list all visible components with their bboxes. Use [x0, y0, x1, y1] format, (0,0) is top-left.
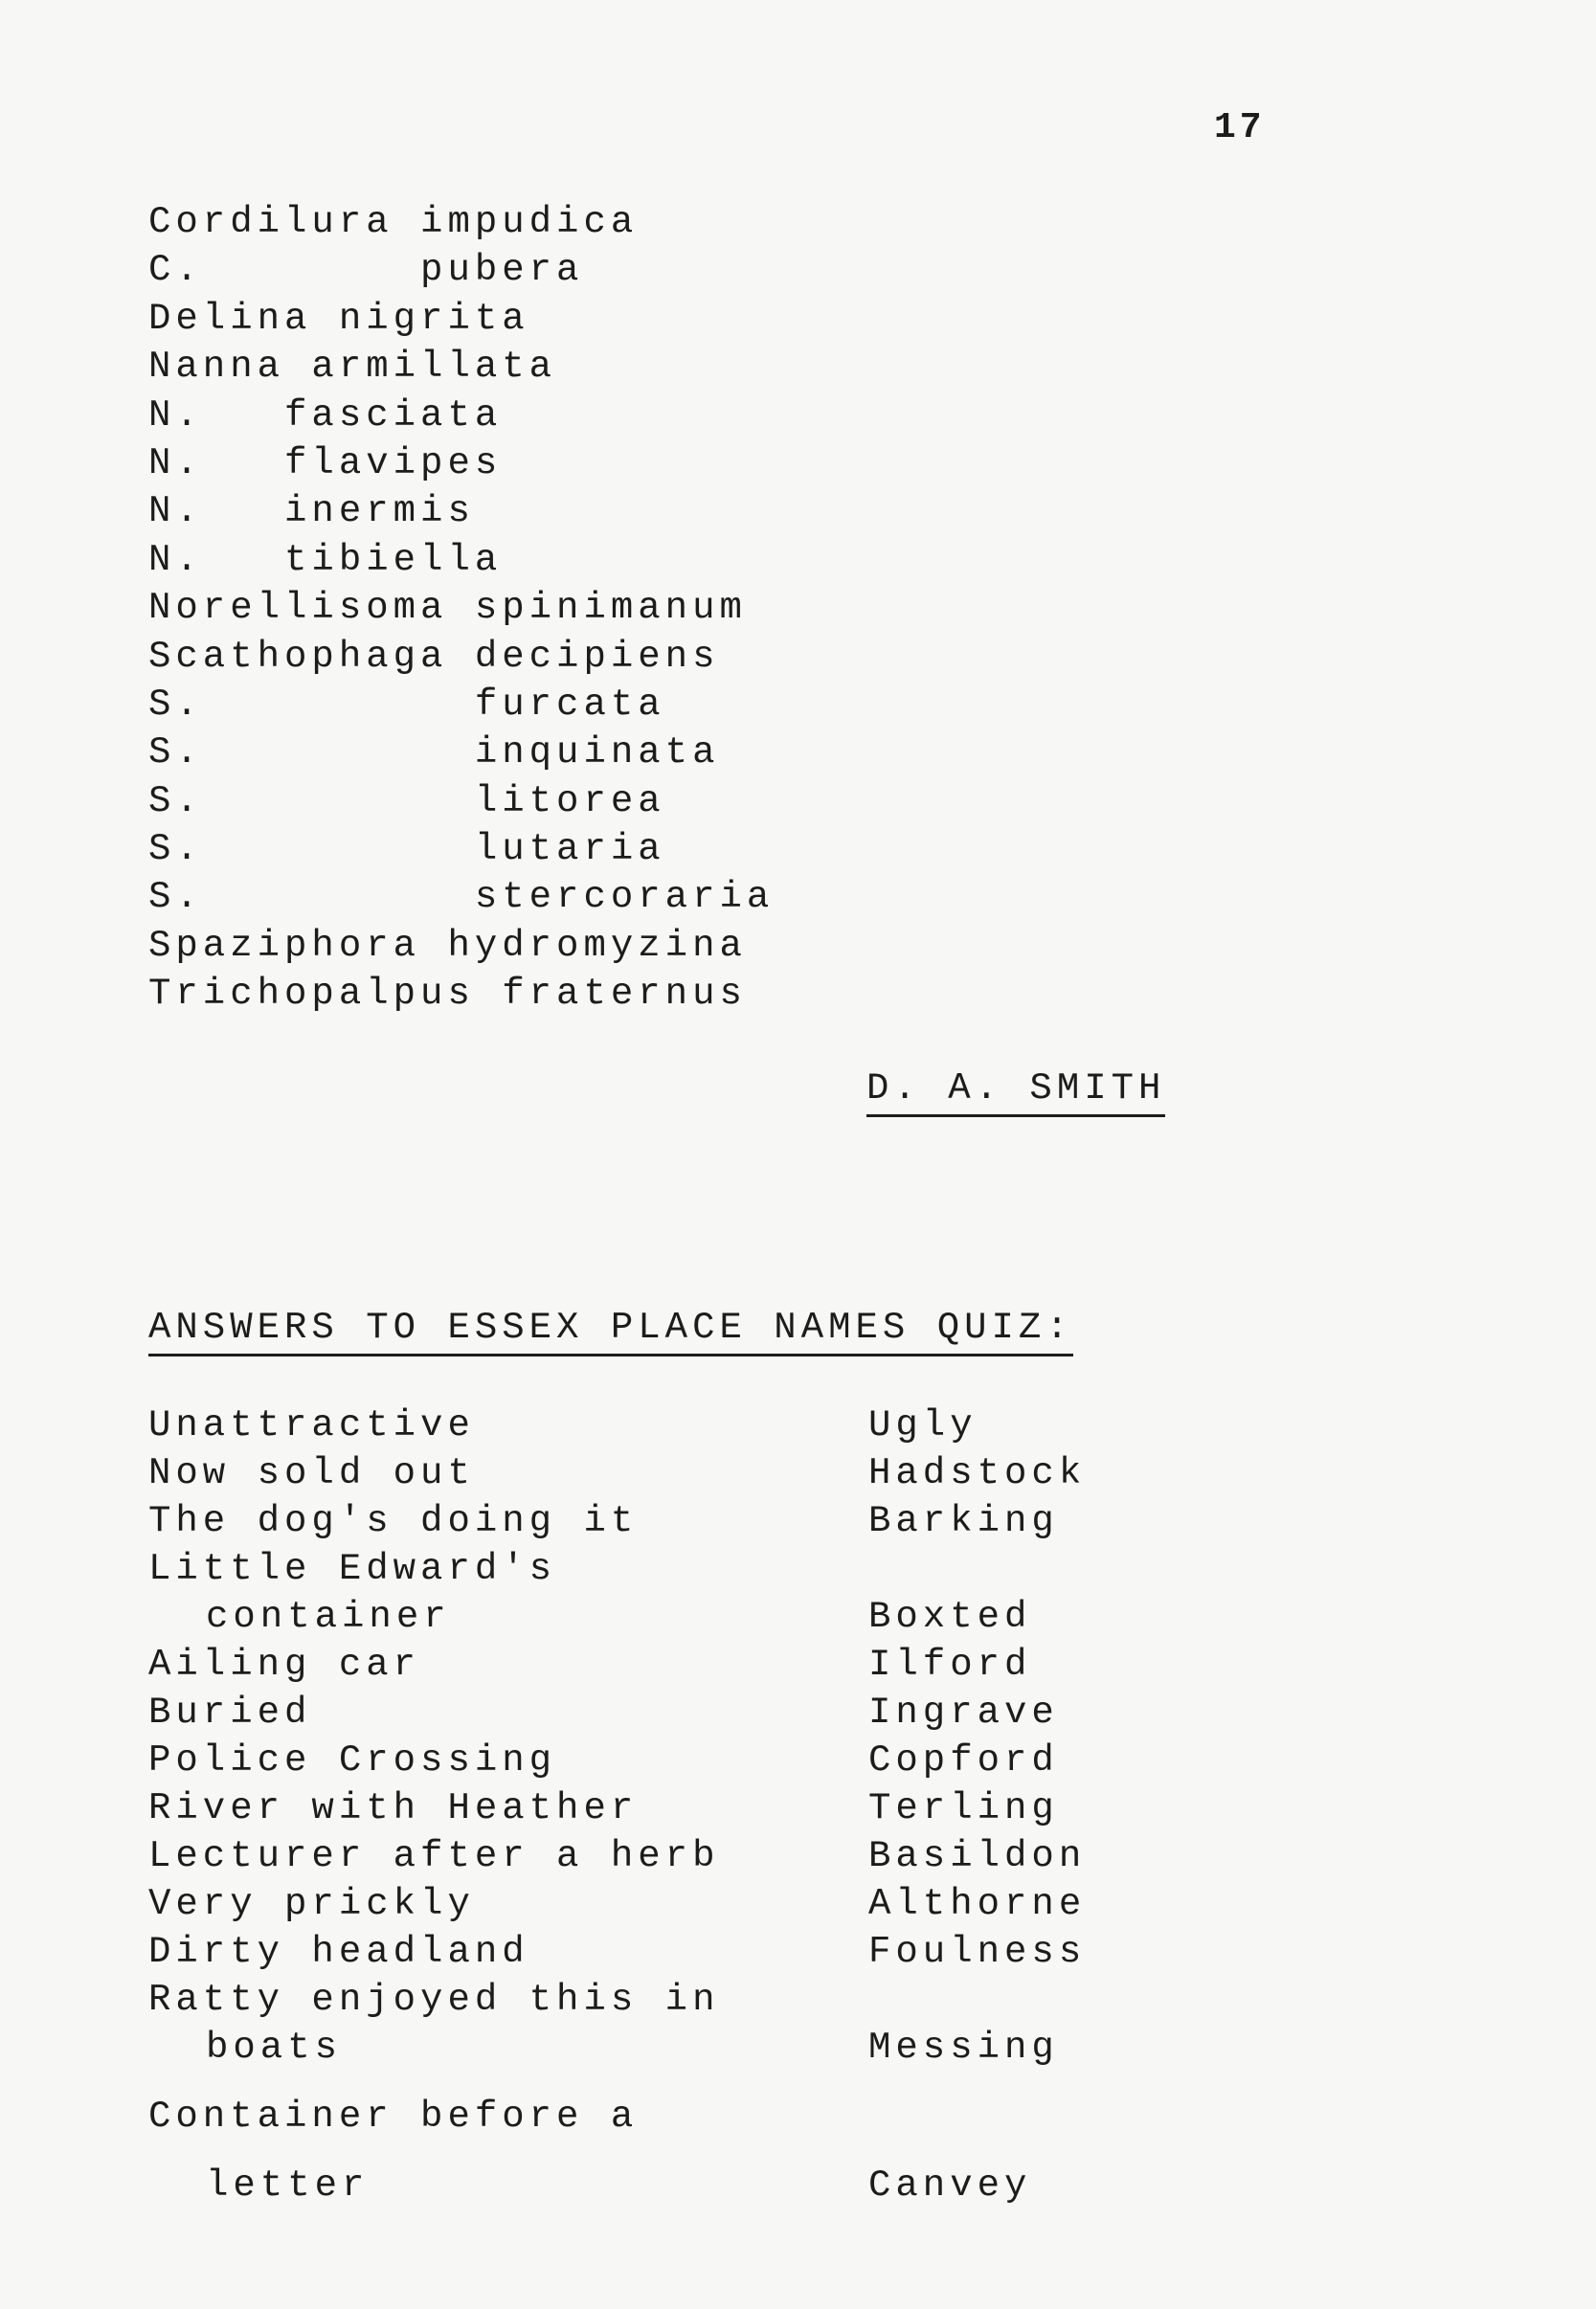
quiz-clue: Ailing car: [148, 1644, 421, 1686]
species-item: Trichopalpus fraternus: [148, 973, 747, 1016]
species-item: Norellisoma spinimanum: [148, 587, 747, 630]
species-item: Scathophaga decipiens: [148, 635, 720, 678]
species-item: S. inquinata: [148, 731, 720, 774]
quiz-row: [148, 1832, 1297, 1880]
quiz-answer: Foulness: [868, 1931, 1087, 1973]
species-item: Cordilura impudica: [148, 201, 639, 243]
quiz-row: [148, 1401, 1297, 1449]
quiz-clue: Very prickly: [148, 1883, 475, 1925]
quiz-answer: Canvey: [868, 2164, 1032, 2207]
page-number: 17: [1214, 107, 1266, 148]
species-item: S. stercoraria: [148, 876, 775, 919]
quiz-row: [148, 1545, 1297, 1641]
species-item: N. flavipes: [148, 441, 503, 484]
quiz-clue-continuation: container: [206, 1596, 451, 1638]
quiz-row: [148, 1784, 1297, 1832]
quiz-answer: Ugly: [868, 1404, 978, 1446]
quiz-answer: Hadstock: [868, 1452, 1087, 1494]
quiz-clue: Little Edward's: [148, 1548, 557, 1590]
quiz-answer: Ingrave: [868, 1692, 1059, 1734]
species-item: Spaziphora hydromyzina: [148, 924, 747, 967]
quiz-answer: Messing: [868, 2027, 1059, 2069]
quiz-heading: ANSWERS TO ESSEX PLACE NAMES QUIZ:: [148, 1304, 1073, 1356]
quiz-answer: Copford: [868, 1739, 1059, 1782]
species-item: N. inermis: [148, 490, 475, 533]
quiz-row: [148, 1641, 1297, 1689]
species-item: S. lutaria: [148, 828, 665, 871]
quiz-row: [148, 1737, 1297, 1784]
species-item: C. pubera: [148, 249, 584, 292]
quiz-clue: Container before a: [148, 2096, 639, 2138]
species-item: S. litorea: [148, 779, 665, 822]
species-item: Nanna armillata: [148, 346, 557, 389]
species-list: [148, 198, 774, 1019]
quiz-clue: Now sold out: [148, 1452, 475, 1494]
quiz-clue: River with Heather: [148, 1787, 639, 1829]
quiz-clue: Police Crossing: [148, 1739, 557, 1782]
quiz-answers: [148, 1401, 1297, 2209]
species-item: S. furcata: [148, 683, 665, 726]
quiz-clue-continuation: boats: [206, 2027, 343, 2069]
quiz-row: [148, 2093, 1297, 2209]
quiz-clue-continuation: letter: [206, 2164, 370, 2207]
quiz-clue: Dirty headland: [148, 1931, 529, 1973]
quiz-clue: Buried: [148, 1692, 312, 1734]
species-item: N. tibiella: [148, 538, 503, 581]
author-signature: D. A. SMITH: [866, 1065, 1165, 1117]
quiz-clue: The dog's doing it: [148, 1500, 639, 1542]
quiz-answer: Barking: [868, 1500, 1059, 1542]
species-item: Delina nigrita: [148, 297, 529, 340]
quiz-row: [148, 1976, 1297, 2072]
quiz-clue: Lecturer after a herb: [148, 1835, 720, 1877]
quiz-answer: Basildon: [868, 1835, 1087, 1877]
quiz-row: [148, 1689, 1297, 1737]
quiz-answer: Boxted: [868, 1596, 1032, 1638]
quiz-clue: Unattractive: [148, 1404, 475, 1446]
quiz-answer: Ilford: [868, 1644, 1032, 1686]
quiz-answer: Althorne: [868, 1883, 1087, 1925]
quiz-row: [148, 1880, 1297, 1928]
quiz-row: [148, 1497, 1297, 1545]
species-item: N. fasciata: [148, 393, 503, 437]
quiz-row: [148, 1449, 1297, 1497]
quiz-clue: Ratty enjoyed this in: [148, 1979, 720, 2021]
quiz-row: [148, 1928, 1297, 1976]
quiz-answer: Terling: [868, 1787, 1059, 1829]
